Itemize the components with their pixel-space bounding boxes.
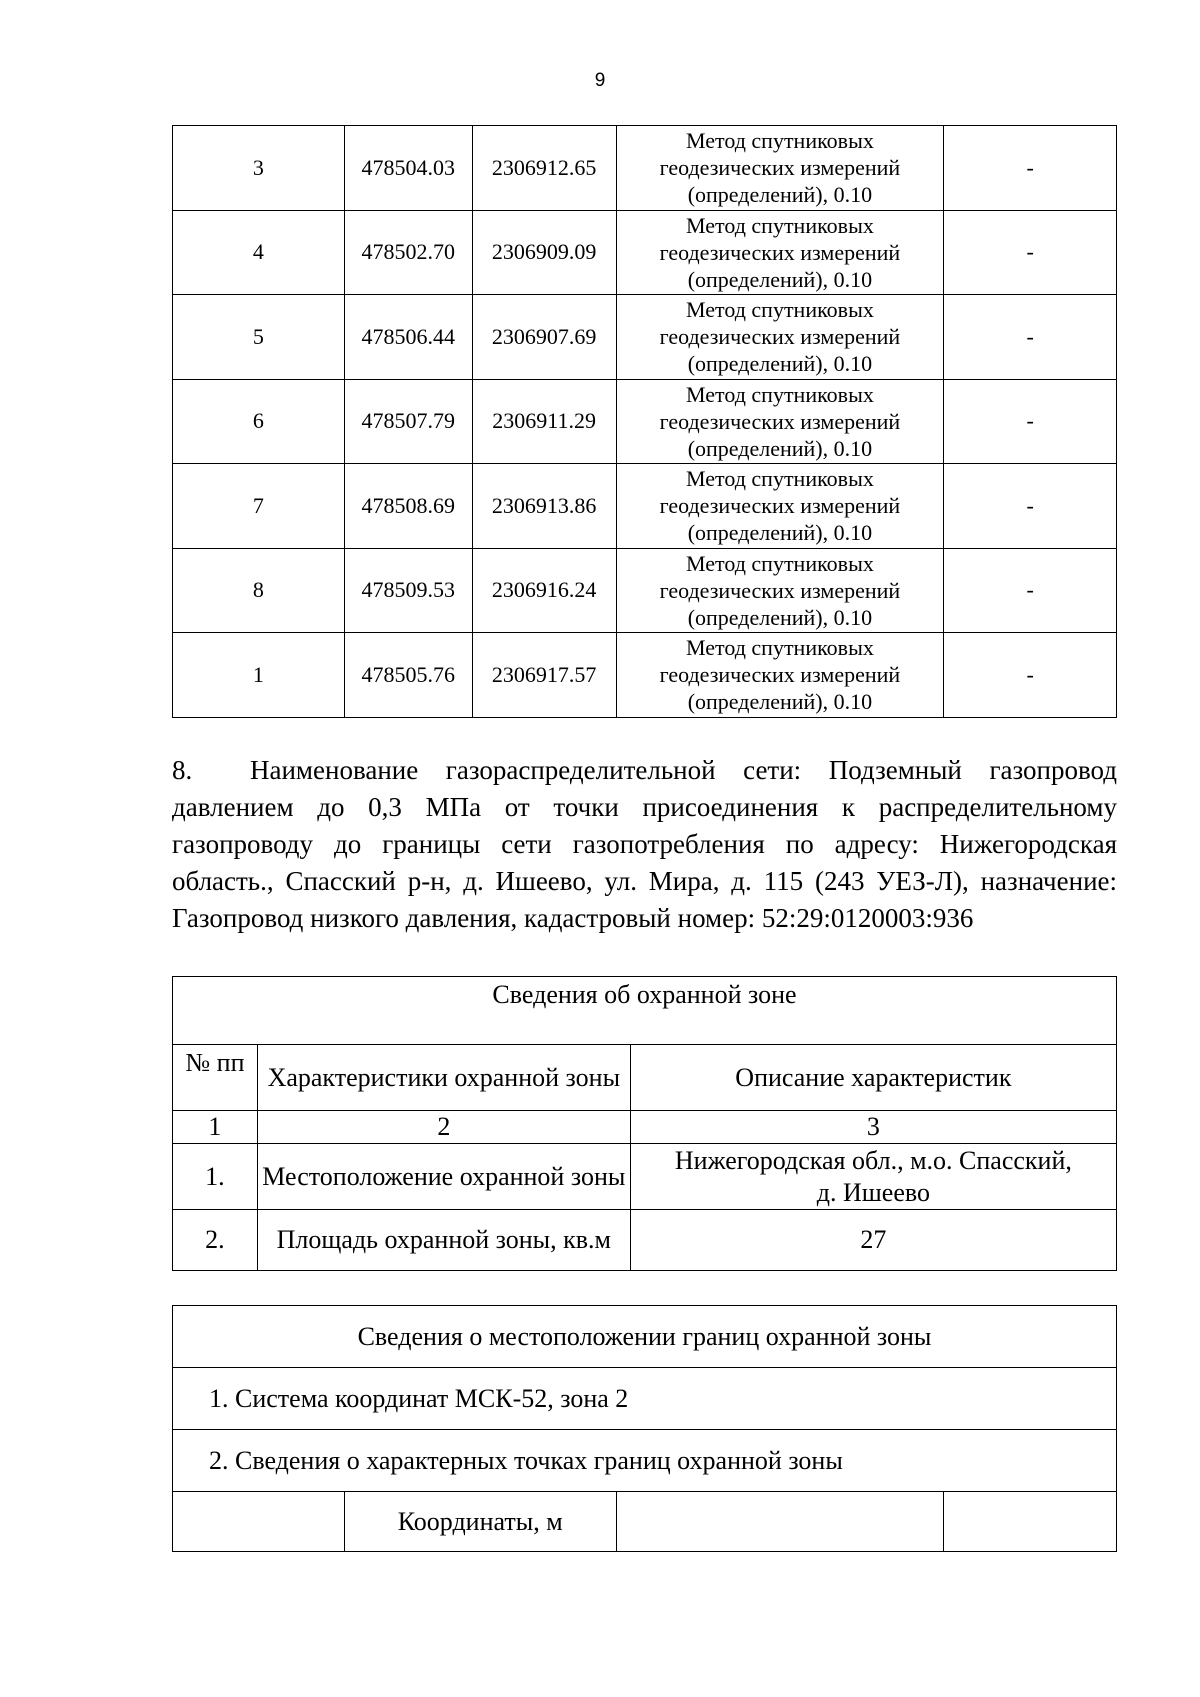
method-line: (определений), 0.10 — [687, 435, 873, 461]
y-coordinate: 2306913.86 — [472, 464, 616, 549]
x-coordinate: 478508.69 — [344, 464, 472, 549]
col-number-2: 2 — [257, 1111, 630, 1144]
coordinate-row — [173, 210, 1117, 295]
y-coordinate: 2306909.09 — [472, 210, 616, 295]
row-characteristic: Площадь охранной зоны, кв.м — [257, 1210, 630, 1271]
x-coordinate: 478505.76 — [344, 633, 472, 718]
method-line: геодезических измерений — [659, 662, 901, 688]
method-line: (определений), 0.10 — [687, 520, 873, 546]
point-number: 4 — [173, 210, 345, 295]
method-description — [616, 548, 944, 633]
coordinates-table — [172, 125, 1117, 718]
deviation: - — [944, 633, 1117, 718]
method-line: Метод спутниковых — [685, 635, 874, 661]
y-coordinate: 2306916.24 — [472, 548, 616, 633]
deviation: - — [944, 379, 1117, 464]
method-line: (определений), 0.10 — [687, 604, 873, 630]
method-description — [616, 633, 944, 718]
header-characteristics: Характеристики охранной зоны — [257, 1045, 630, 1111]
point-number: 1 — [173, 633, 345, 718]
col-number-3: 3 — [630, 1111, 1116, 1144]
point-number: 3 — [173, 126, 345, 211]
method-line: геодезических измерений — [659, 408, 901, 434]
method-description — [616, 126, 944, 211]
y-coordinate: 2306912.65 — [472, 126, 616, 211]
coordinate-row — [173, 126, 1117, 211]
method-line: (определений), 0.10 — [687, 266, 873, 292]
method-line: геодезических измерений — [659, 493, 901, 519]
coordinate-row — [173, 464, 1117, 549]
row-description: 27 — [630, 1210, 1116, 1271]
x-coordinate: 478509.53 — [344, 548, 472, 633]
row-number: 2. — [173, 1210, 258, 1271]
method-description — [616, 295, 944, 380]
method-line: Метод спутниковых — [685, 128, 874, 154]
deviation: - — [944, 295, 1117, 380]
method-line: Метод спутниковых — [685, 381, 874, 407]
coordinate-row — [173, 295, 1117, 380]
deviation: - — [944, 464, 1117, 549]
protection-zone-table — [172, 976, 1117, 1271]
header-number: № пп — [173, 1045, 258, 1111]
y-coordinate: 2306911.29 — [472, 379, 616, 464]
point-number: 5 — [173, 295, 345, 380]
empty-cell — [173, 1492, 345, 1552]
method-line: (определений), 0.10 — [687, 689, 873, 715]
row-characteristic: Местоположение охранной зоны — [257, 1144, 630, 1210]
page-number: 9 — [594, 70, 606, 91]
x-coordinate: 478506.44 — [344, 295, 472, 380]
method-line: геодезических измерений — [659, 155, 901, 181]
method-description — [616, 379, 944, 464]
method-line: Метод спутниковых — [685, 212, 874, 238]
point-number: 7 — [173, 464, 345, 549]
bounds-table-title: Сведения о местоположении границ охранной зоны — [173, 1306, 1117, 1368]
x-coordinate: 478507.79 — [344, 379, 472, 464]
method-line: (определений), 0.10 — [687, 351, 873, 377]
coordinate-row — [173, 633, 1117, 718]
point-number: 6 — [173, 379, 345, 464]
section-8-paragraph — [172, 752, 1117, 937]
coordinates-header: Координаты, м — [344, 1492, 616, 1552]
empty-cell — [944, 1492, 1117, 1552]
deviation: - — [944, 126, 1117, 211]
method-line: геодезических измерений — [659, 577, 901, 603]
method-description — [616, 210, 944, 295]
x-coordinate: 478504.03 — [344, 126, 472, 211]
method-line: Метод спутниковых — [685, 297, 874, 323]
row-number: 1. — [173, 1144, 258, 1210]
deviation: - — [944, 548, 1117, 633]
characteristic-points-item: 2. Сведения о характерных точках границ охранной зоны — [173, 1430, 1117, 1492]
method-description — [616, 464, 944, 549]
method-line: Метод спутниковых — [685, 466, 874, 492]
method-line: Метод спутниковых — [685, 550, 874, 576]
row-description-line: Нижегородская обл., м.о. Спасский, — [674, 1145, 1072, 1175]
zone-table-title: Сведения об охранной зоне — [173, 977, 1117, 1045]
section-number: 8. — [172, 755, 193, 785]
x-coordinate: 478502.70 — [344, 210, 472, 295]
row-description — [630, 1144, 1116, 1210]
boundaries-table — [172, 1305, 1117, 1552]
col-number-1: 1 — [173, 1111, 258, 1144]
method-line: геодезических измерений — [659, 324, 901, 350]
y-coordinate: 2306907.69 — [472, 295, 616, 380]
header-description: Описание характеристик — [630, 1045, 1116, 1111]
coordinate-system-item: 1. Система координат МСК-52, зона 2 — [173, 1368, 1117, 1430]
deviation: - — [944, 210, 1117, 295]
coordinate-row — [173, 379, 1117, 464]
coordinate-row — [173, 548, 1117, 633]
section-8-text: Наименование газораспределительной сети: Подземный газопровод давлением до 0,3 МПа от точки присоединения к распределительному газопроводу до границы сети газопотребления по адресу: Нижегородская область., Спасский р-н, д. Ишеево, ул. Мира, д. 115 (243 УЕЗ-Л), назначение: Газопровод низкого давления, кадастровый номер: 52:29:0120003:936 — [172, 755, 1117, 933]
point-number: 8 — [173, 548, 345, 633]
row-description-line: д. Ишеево — [816, 1177, 930, 1207]
method-line: геодезических измерений — [659, 239, 901, 265]
y-coordinate: 2306917.57 — [472, 633, 616, 718]
empty-cell — [616, 1492, 944, 1552]
method-line: (определений), 0.10 — [687, 182, 873, 208]
